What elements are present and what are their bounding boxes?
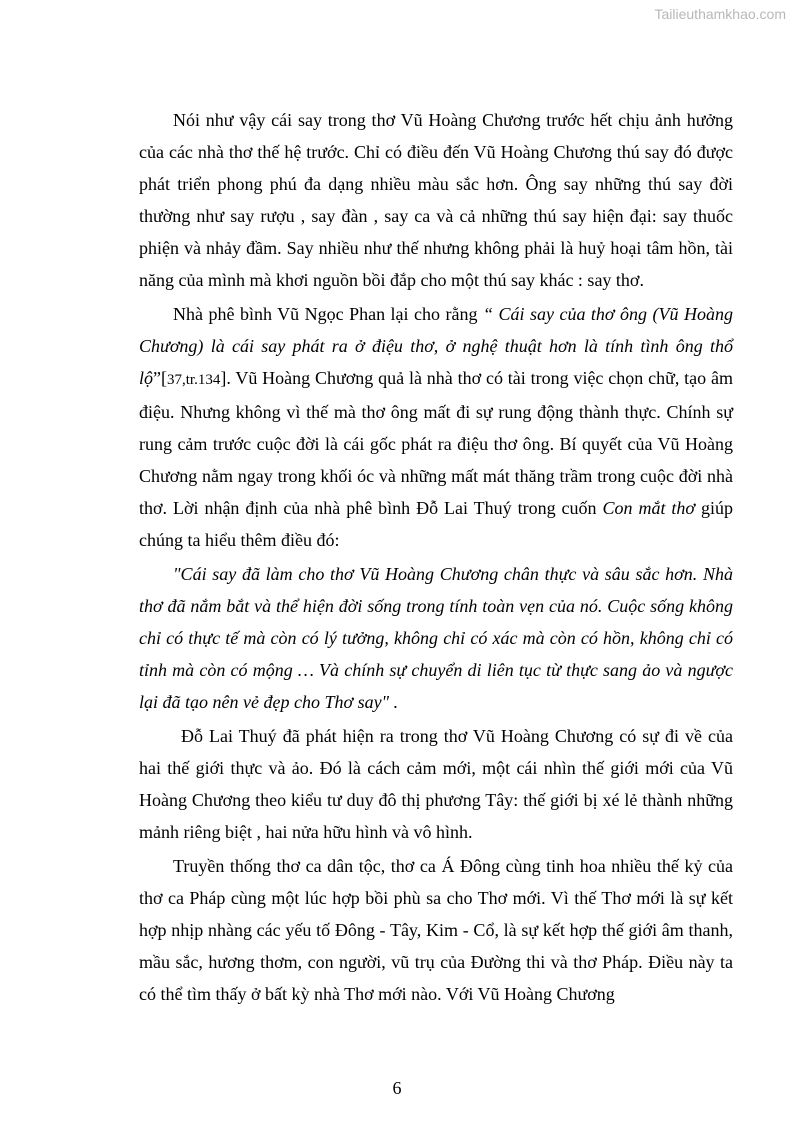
paragraph-2 bbox=[139, 298, 733, 556]
p2-lead: Nhà phê bình Vũ Ngọc Phan lại cho rằng bbox=[173, 304, 483, 324]
page-number: 6 bbox=[392, 1078, 402, 1098]
body-text bbox=[139, 104, 733, 1012]
watermark: Tailieuthamkhao.com bbox=[654, 6, 786, 22]
p2-rest: ]. Vũ Hoàng Chương quả là nhà thơ có tài trong việc chọn chữ, tạo âm điệu. Nhưng không vì thế mà thơ ông mất đi sự rung động thành thực. Chính sự rung cảm trước cuộc đời là cái gốc phát ra điệu thơ ông. Bí quyết của Vũ Hoàng Chương nằm ngay trong khối óc và những mất mát thăng trầm trong cuộc đời nhà thơ. Lời nhận định của nhà phê bình Đỗ Lai Thuý trong cuốn bbox=[139, 368, 733, 518]
p2-close: ”[ bbox=[153, 368, 167, 388]
p2-tail: giúp chúng ta hiểu thêm điều đó: bbox=[139, 498, 733, 550]
citation: 37,tr.134 bbox=[167, 372, 221, 388]
paragraph-4: Truyền thống thơ ca dân tộc, thơ ca Á Đông cùng tinh hoa nhiều thế kỷ của thơ ca Pháp cùng một lúc hợp bồi phù sa cho Thơ mới. Vì thế Thơ mới là sự kết hợp nhịp nhàng các yếu tố Đông - Tây, Kim - Cổ, là sự kết hợp thế giới âm thanh, mầu sắc, hương thơm, con người, vũ trụ của Đường thi và thơ Pháp. Điều này ta có thể tìm thấy ở bất kỳ nhà Thơ mới nào. Với Vũ Hoàng Chương bbox=[139, 856, 733, 1004]
paragraph-3: Đỗ Lai Thuý đã phát hiện ra trong thơ Vũ Hoàng Chương có sự đi về của hai thế giới thực và ảo. Đó là cách cảm mới, một cái nhìn thế giới mới của Vũ Hoàng Chương theo kiểu tư duy đô thị phương Tây: thế giới bị xé lẻ thành những mảnh riêng biệt , hai nửa hữu hình và vô hình. bbox=[139, 726, 733, 842]
paragraph-1: Nói như vậy cái say trong thơ Vũ Hoàng Chương trước hết chịu ảnh hưởng của các nhà thơ thế hệ trước. Chỉ có điều đến Vũ Hoàng Chương thú say đó được phát triển phong phú đa dạng nhiều màu sắc hơn. Ông say những thú say đời thường như say rượu , say đàn , say ca và cả những thú say hiện đại: say thuốc phiện và nhảy đầm. Say nhiều như thế nhưng không phải là huỷ hoại tâm hồn, tài năng của mình mà khơi nguồn bồi đắp cho một thú say khác : say thơ. bbox=[139, 110, 733, 290]
block-quote: "Cái say đã làm cho thơ Vũ Hoàng Chương chân thực và sâu sắc hơn. Nhà thơ đã nắm bắt và thể hiện đời sống trong tính toàn vẹn của nó. Cuộc sống không chỉ có thực tế mà còn có lý tưởng, không chỉ có xác mà còn có hồn, không chỉ có tỉnh mà còn có mộng … Và chính sự chuyển di liên tục từ thực sang ảo và ngược lại đã tạo nên vẻ đẹp cho Thơ say" . bbox=[139, 564, 733, 712]
p2-quote: “ Cái say của thơ ông (Vũ Hoàng Chương) là cái say phát ra ở điệu thơ, ở nghệ thuật hơn là tính tình ông thổ lộ bbox=[139, 304, 733, 388]
book-title: Con mắt thơ bbox=[602, 498, 696, 518]
